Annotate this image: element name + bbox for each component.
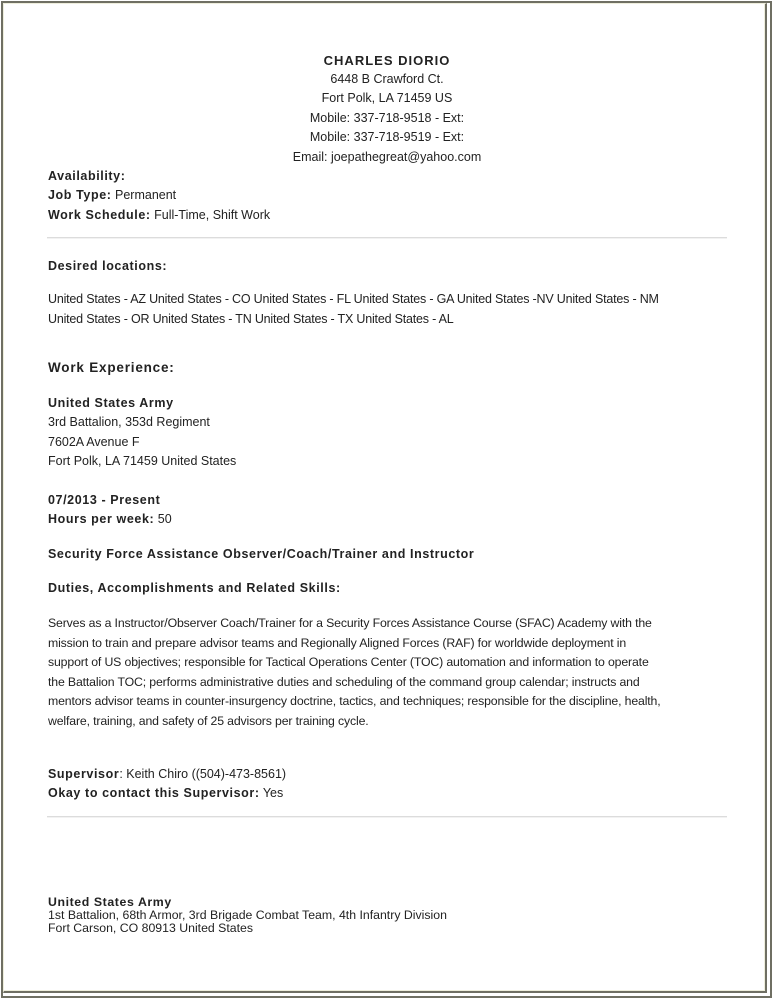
phone-2: Mobile: 337-718-9519 - Ext: [309, 130, 465, 144]
hours-label: Hours per week: [48, 512, 155, 526]
contact-supervisor-value: Yes [262, 786, 284, 800]
hours-value: 50 [157, 512, 172, 526]
supervisor-row [48, 765, 286, 784]
work-experience-heading: Work Experience: [48, 360, 175, 375]
phone-1: Mobile: 337-718-9518 - Ext: [309, 111, 465, 125]
duties-line: mentors advisor teams in counter-insurgency doctrine, tactics, and techniques; responsible for the discipline, health, [48, 694, 661, 709]
contact-supervisor-row [48, 784, 283, 803]
work-schedule-row [48, 206, 270, 225]
desired-locations-line-1: United States - AZ United States - CO United States - FL United States - GA United States -NV United States - NM [48, 292, 659, 306]
job-type-label: Job Type: [48, 188, 112, 202]
employer-street: 7602A Avenue F [48, 435, 140, 449]
desired-locations-line-2: United States - OR United States - TN United States - TX United States - AL [48, 312, 454, 326]
duties-heading: Duties, Accomplishments and Related Skills: [48, 581, 341, 595]
work-schedule-label: Work Schedule: [48, 208, 151, 222]
hours-row [48, 510, 172, 529]
address-line-2: Fort Polk, LA 71459 US [321, 91, 453, 105]
email: Email: joepathegreat@yahoo.com [292, 150, 482, 164]
availability-heading: Availability: [48, 169, 126, 183]
section-divider [47, 816, 727, 817]
duties-line: support of US objectives; responsible for Tactical Operations Center (TOC) automation and information to operate [48, 655, 649, 670]
employer-city: Fort Carson, CO 80913 United States [48, 921, 254, 935]
job-title: Security Force Assistance Observer/Coach/Trainer and Instructor [48, 547, 475, 561]
duties-paragraph [48, 614, 733, 732]
duties-line: welfare, training, and safety of 25 advisors per training cycle. [48, 713, 369, 728]
candidate-name: CHARLES DIORIO [323, 53, 451, 68]
employer-unit: 1st Battalion, 68th Armor, 3rd Brigade Combat Team, 4th Infantry Division [48, 908, 447, 922]
supervisor-value: : Keith Chiro ((504)-473-8561) [119, 767, 287, 781]
job-type-value: Permanent [115, 188, 177, 202]
section-divider [47, 237, 727, 238]
job-dates: 07/2013 - Present [48, 493, 161, 507]
employer-name: United States Army [48, 895, 172, 909]
employer-unit: 3rd Battalion, 353d Regiment [48, 415, 210, 429]
work-schedule-value: Full-Time, Shift Work [154, 208, 271, 222]
employer-city: Fort Polk, LA 71459 United States [48, 454, 237, 468]
desired-locations-heading: Desired locations: [48, 259, 168, 273]
contact-supervisor-label: Okay to contact this Supervisor: [48, 786, 260, 800]
employer-name: United States Army [48, 396, 174, 410]
address-line-1: 6448 B Crawford Ct. [330, 72, 444, 86]
duties-line: Serves as a Instructor/Observer Coach/Trainer for a Security Forces Assistance Course (SFAC) Academy with the [48, 616, 652, 630]
duties-line: the Battalion TOC; performs administrative duties and scheduling of the command group calendar; instructs and [48, 674, 640, 689]
duties-line: mission to train and prepare advisor teams and Regionally Aligned Forces (RAF) for worldwide deployment in [48, 635, 627, 650]
supervisor-label: Supervisor [48, 767, 120, 781]
job-type-row [48, 186, 176, 205]
